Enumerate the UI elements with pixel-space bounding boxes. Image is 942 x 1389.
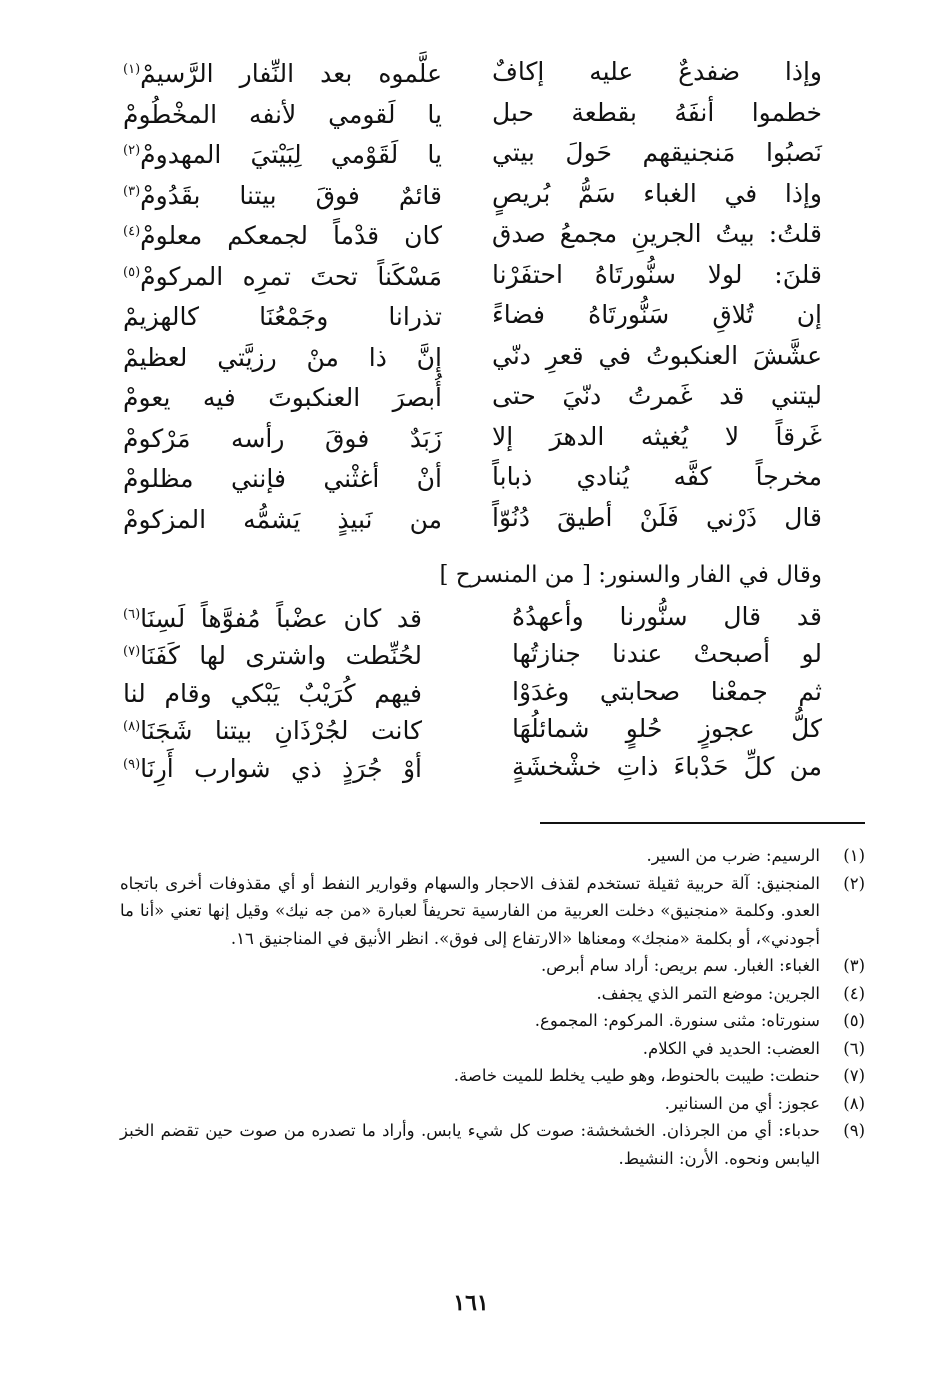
- footnote-text: الرسيم: ضرب من السير.: [646, 846, 820, 865]
- footnote-item: [120, 952, 865, 980]
- verse-right-hemistich: وإذا في الغباء سَمُّ بُريصٍ: [492, 178, 822, 208]
- footnote-item: [120, 870, 865, 953]
- verse-row: [122, 636, 822, 674]
- hemistich-text: أوْ جُرَذٍ ذي شوارب أَرِنَا: [140, 753, 422, 783]
- footnote-separator-rule: [540, 822, 865, 824]
- footnote-item: [120, 980, 865, 1008]
- verse-right-hemistich: إن تُلاقِ سَنُّورتَاهُ فضاءً: [492, 300, 822, 330]
- verse-left-hemistich: [122, 455, 442, 499]
- hemistich-text: تذرانا وجَمْعُنَا كالهزيمْ: [123, 302, 442, 332]
- verse-right-hemistich: وإذا ضفدعٌ عليه إكافٌ: [492, 57, 822, 87]
- hemistich-text: لحُنِّطت واشترى لها كَفَنَا: [140, 641, 422, 671]
- footnote-number: (٣): [843, 956, 865, 975]
- verse-row: [122, 336, 822, 377]
- verse-right-hemistich: قلتُ: بيتُ الجرينِ مجمعُ صدق: [492, 219, 822, 249]
- footnote-marker: (٦): [123, 606, 141, 622]
- hemistich-text: يا لَقَوْمي لِبَيْتيَ المهدومْ: [140, 140, 442, 170]
- verse-row: [122, 174, 822, 215]
- verse-row: [122, 52, 822, 93]
- hemistich-text: زَبَدٌ فوقَ رأسه مَرْكومْ: [123, 423, 442, 453]
- verse-right-hemistich: خطموا أنفَهُ بقطعة حبل: [492, 97, 822, 127]
- footnote-text: حدباء: أي من الجرذان. الخشخشة: صوت كل شيء يابس. وأراد ما تصدره من صوت حين تقضم الخبز اليابس ونحوه. الأرن: النشيط.: [120, 1121, 820, 1168]
- verse-right-hemistich: قال ذَرْني فَلَنْ أطيقَ دُنُوّاً: [492, 502, 822, 532]
- verse-right-hemistich: نَصبُوا مَنجنيقهم حَولَ بيتي: [492, 138, 822, 168]
- hemistich-text: يا لَقومي لأنفه المخْطُومْ: [123, 99, 442, 129]
- hemistich-text: أنْ أغثْني فإنني مظلومْ: [123, 464, 442, 494]
- footnote-number: (٤): [843, 983, 865, 1003]
- verse-left-hemistich: [122, 374, 442, 418]
- hemistich-text: قائمٌ فوقَ بيتنا بقَدُومْ: [140, 180, 442, 210]
- verse-row: [122, 748, 822, 786]
- footnote-number: (٨): [843, 1093, 865, 1113]
- footnote-number: (٩): [843, 1121, 865, 1140]
- verse-right-hemistich: كلُّ عجوزٍ حُلوٍ شمائلُهَا: [512, 714, 822, 744]
- footnote-item: [120, 1090, 865, 1118]
- footnote-text: المنجنيق: آلة حربية ثقيلة تستخدم لقذف الاحجار والسهام وقوارير النفط أو أي مقذوفات أخرى باتجاه العدو. وكلمة «منجنيق» دخلت العربية من الفارسية تحريفاً لعبارة «من جه نيك» وقيل إنها تعني «أنا ما أجودني»، أو بكلمة «منجك» ومعناها «الارتفاع إلى فوق». انظر الأنيق في المناجنيق ١٦.: [120, 873, 820, 948]
- verse-row: [122, 457, 822, 498]
- verse-row: [122, 133, 822, 174]
- verse-row: [122, 376, 822, 417]
- verse-row: [122, 498, 822, 539]
- hemistich-text: علَّموه بعد النِّفار الرَّسيمْ: [140, 59, 442, 89]
- footnote-item: [120, 1117, 865, 1172]
- verse-left-hemistich: [122, 334, 442, 378]
- footnote-text: سنورتاه: مثنى سنورة. المركوم: المجموع.: [534, 1011, 820, 1030]
- page-number: ١٦١: [453, 1290, 489, 1316]
- verse-right-hemistich: مخرجاً كفَّه يُنادي ذباباً: [492, 462, 822, 492]
- footnote-marker: (٩): [123, 756, 141, 772]
- hemistich-text: مَسْكَناً تحتَ تمرِه المركومْ: [140, 261, 442, 291]
- verse-row: [122, 417, 822, 458]
- footnote-item: [120, 1007, 865, 1035]
- verse-left-hemistich: [122, 172, 442, 216]
- footnote-text: عجوز: أي من السنانير.: [664, 1093, 820, 1113]
- verse-left-hemistich: [122, 745, 422, 789]
- footnote-item: [120, 1062, 865, 1090]
- footnote-number: (٧): [843, 1066, 865, 1085]
- verse-left-hemistich: [122, 496, 442, 540]
- hemistich-text: من نَبيذٍ يَشمُّه المزكومْ: [123, 504, 442, 534]
- poem-2: [122, 598, 822, 786]
- verse-row: [122, 214, 822, 255]
- hemistich-text: قد كان عضْباً مُفوَّهاً لَسِنَا: [140, 603, 422, 633]
- footnote-marker: (٨): [123, 719, 141, 735]
- hemistich-text: كان قدْماً لجمعكم معلومْ: [140, 221, 442, 251]
- footnote-text: حنطت: طيبت بالحنوط، وهو طيب يخلط للميت خاصة.: [453, 1066, 820, 1085]
- footnote-item: [120, 842, 865, 870]
- poem-1: [122, 52, 822, 538]
- footnote-marker: (٥): [123, 264, 141, 280]
- footnote-text: الجرين: موضع التمر الذي يجفف.: [596, 983, 820, 1003]
- verse-left-hemistich: [122, 415, 442, 459]
- poem-2-introduction: وقال في الفار والسنور: [ من المنسرح ]: [439, 562, 822, 588]
- verse-row: [122, 255, 822, 296]
- verse-right-hemistich: عشَّشَ العنكبوتُ في قعرِ دنّي: [492, 340, 822, 370]
- verse-left-hemistich: [122, 212, 442, 256]
- verse-row: [122, 673, 822, 711]
- verse-right-hemistich: غَرقاً لا يُغيثه الدهرَ إلا: [492, 421, 822, 451]
- verse-right-hemistich: من كلِّ حَدْباءَ ذاتِ خشْخشَةٍ: [512, 751, 822, 781]
- footnotes: [120, 842, 865, 1172]
- footnote-marker: (٤): [123, 224, 141, 240]
- footnote-marker: (٣): [123, 183, 141, 199]
- hemistich-text: فيهم كُرَيْبٌ يَبْكي وقام لنا: [123, 678, 422, 708]
- verse-right-hemistich: ثم جمعْنا صحابتي وغدَوْا: [512, 676, 822, 706]
- footnote-text: الغباء: الغبار. سم بريص: أراد سام أبرص.: [540, 956, 820, 975]
- verse-left-hemistich: [122, 253, 442, 297]
- hemistich-text: أُبصرَ العنكبوتَ فيه يعومْ: [123, 383, 442, 413]
- footnote-number: (٦): [843, 1038, 865, 1058]
- hemistich-text: إنَّ ذا منْ رزيَّتي لعظيمْ: [123, 342, 442, 372]
- footnote-number: (١): [843, 846, 865, 865]
- footnote-item: [120, 1035, 865, 1063]
- verse-left-hemistich: [122, 293, 442, 337]
- footnote-number: (٥): [843, 1011, 865, 1030]
- verse-right-hemistich: ليتني قد غَمرتُ دنّيَ حتى: [492, 381, 822, 411]
- verse-left-hemistich: [122, 131, 442, 175]
- footnote-marker: (١): [123, 62, 141, 78]
- verse-row: [122, 93, 822, 134]
- verse-right-hemistich: قد قال سنُّورنا وأعهدُهُ: [512, 601, 822, 631]
- verse-left-hemistich: [122, 91, 442, 135]
- verse-right-hemistich: قلنَ: لولا سنُّورتَاهُ احتفَرْنا: [492, 259, 822, 289]
- footnote-marker: (٢): [123, 143, 141, 159]
- verse-left-hemistich: [122, 50, 442, 94]
- verse-row: [122, 295, 822, 336]
- footnote-number: (٢): [843, 873, 865, 893]
- footnote-marker: (٧): [123, 644, 141, 660]
- verse-right-hemistich: لو أصبحتْ عندنا جنازتُها: [512, 639, 822, 669]
- verse-row: [122, 598, 822, 636]
- footnote-text: العضب: الحديد في الكلام.: [642, 1038, 820, 1058]
- hemistich-text: كانت لجُرْذَانِ بيتنا شَجَنَا: [140, 716, 422, 746]
- verse-row: [122, 711, 822, 749]
